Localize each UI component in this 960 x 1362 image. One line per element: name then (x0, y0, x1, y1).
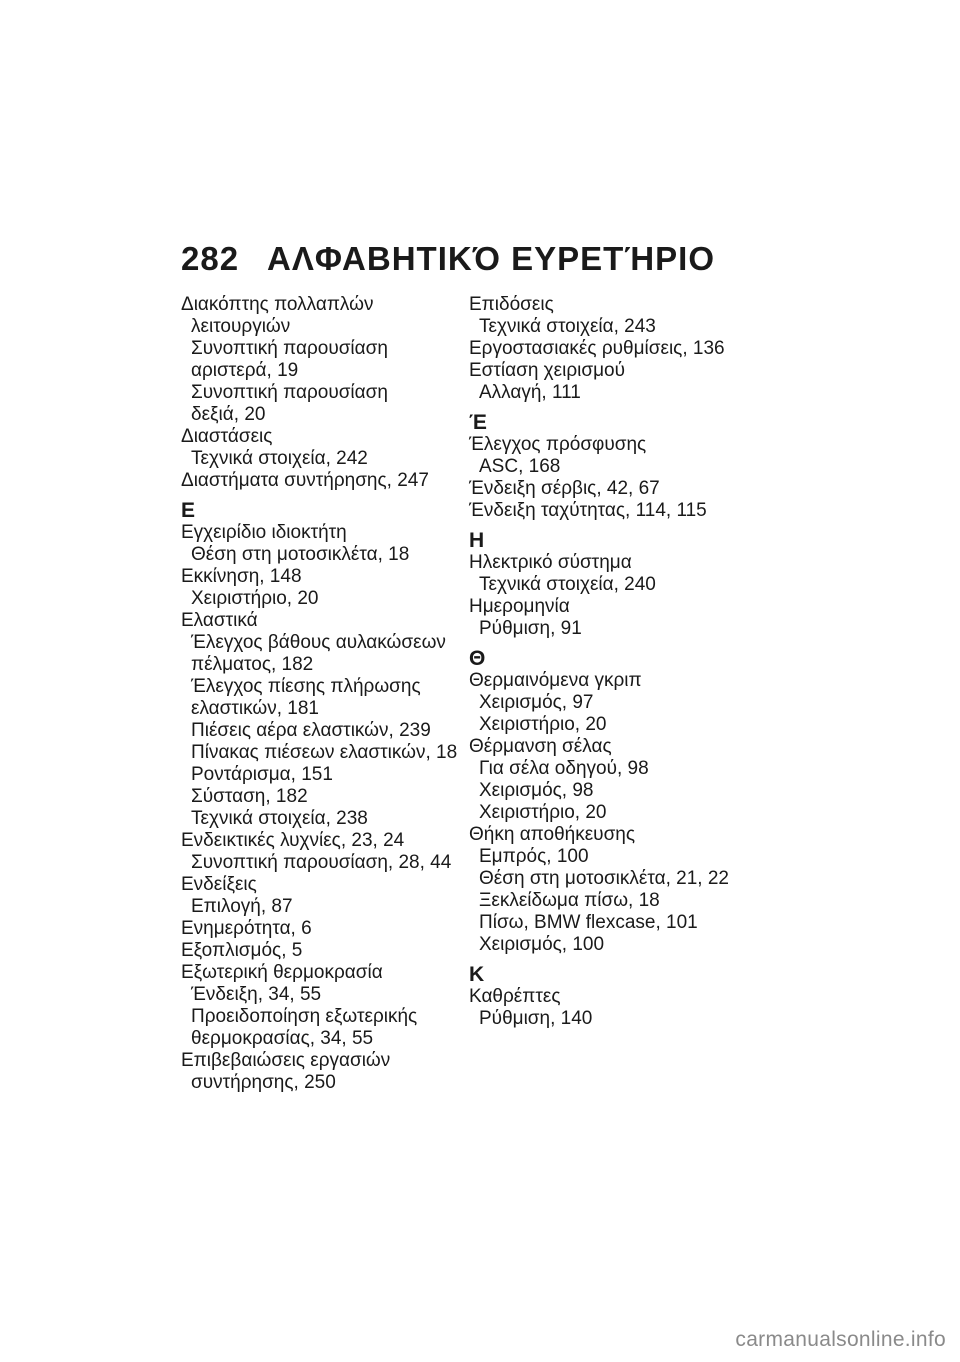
index-subentry: Χειριστήριο, 20 (191, 588, 319, 609)
index-subentry: Τεχνικά στοιχεία, 238 (191, 808, 368, 829)
index-subentry: Χειρισμός, 100 (479, 934, 605, 955)
index-subentry: Τεχνικά στοιχεία, 242 (191, 448, 368, 469)
index-subentry: θερμοκρασίας, 34, 55 (191, 1028, 374, 1049)
index-entry: Εκκίνηση, 148 (181, 566, 302, 587)
index-entry: Εξοπλισμός, 5 (181, 940, 303, 961)
index-subentry: Συνοπτική παρουσίαση, 28, 44 (191, 852, 452, 873)
index-subentry: Έλεγχος βάθους αυλακώσεων (191, 632, 446, 653)
index-subentry: Προειδοποίηση εξωτερικής (191, 1006, 418, 1027)
index-entry: Εργοστασιακές ρυθμίσεις, 136 (469, 338, 725, 359)
index-entry: Ενδεικτικές λυχνίες, 23, 24 (181, 830, 405, 851)
watermark-text[interactable]: carmanualsonline.info (735, 1328, 946, 1351)
index-column-left (181, 294, 481, 1094)
index-subentry: Χειριστήριο, 20 (479, 802, 607, 823)
index-subentry: Ξεκλείδωμα πίσω, 18 (479, 890, 660, 911)
index-subentry: Επιλογή, 87 (191, 896, 293, 917)
index-subentry: Χειρισμός, 97 (479, 692, 594, 713)
index-subentry: Για σέλα οδηγού, 98 (479, 758, 649, 779)
index-subentry: Θέση στη μοτοσικλέτα, 21, 22 (479, 868, 729, 889)
index-subentry: Πίσω, BMW flexcase, 101 (479, 912, 698, 933)
index-subentry: λειτουργιών (191, 316, 291, 337)
index-letter-heading: Η (469, 529, 485, 552)
page-title: ΑΛΦΑΒΗΤΙΚΌ ΕΥΡΕΤΉΡΙΟ (267, 240, 716, 277)
index-subentry: Έλεγχος πίεσης πλήρωσης (191, 676, 421, 697)
index-entry: Ημερομηνία (469, 596, 570, 617)
index-entry: Επιδόσεις (469, 294, 554, 315)
index-subentry: Ρύθμιση, 91 (479, 618, 582, 639)
index-column-right (469, 294, 769, 1030)
index-subentry: αριστερά, 19 (191, 360, 299, 381)
index-entry: Ελαστικά (181, 610, 258, 631)
index-subentry: Τεχνικά στοιχεία, 243 (479, 316, 656, 337)
index-entry: Ένδειξη σέρβις, 42, 67 (469, 478, 660, 499)
index-letter-heading: Ε (181, 499, 196, 522)
index-subentry: Συνοπτική παρουσίαση (191, 382, 388, 403)
index-entry: Ένδειξη ταχύτητας, 114, 115 (469, 500, 707, 521)
index-entry: Ηλεκτρικό σύστημα (469, 552, 632, 573)
index-subentry: δεξιά, 20 (191, 404, 266, 425)
index-subentry: Τεχνικά στοιχεία, 240 (479, 574, 656, 595)
index-letter-heading: Θ (469, 647, 486, 670)
index-entry: Θήκη αποθήκευσης (469, 824, 636, 845)
index-entry: Έλεγχος πρόσφυσης (469, 434, 647, 455)
index-subentry: Ροντάρισμα, 151 (191, 764, 333, 785)
index-entry: Διαστάσεις (181, 426, 273, 447)
index-subentry: ASC, 168 (479, 456, 561, 477)
index-subentry: Πίνακας πιέσεων ελαστικών, 18 (191, 742, 458, 763)
index-entry: Εξωτερική θερμοκρασία (181, 962, 383, 983)
index-letter-heading: Έ (469, 411, 487, 434)
index-subentry: Ρύθμιση, 140 (479, 1008, 593, 1029)
index-subentry: Θέση στη μοτοσικλέτα, 18 (191, 544, 410, 565)
index-entry: Εστίαση χειρισμού (469, 360, 626, 381)
index-entry: Διαστήματα συντήρησης, 247 (181, 470, 429, 491)
index-subentry: Πιέσεις αέρα ελαστικών, 239 (191, 720, 431, 741)
page-number: 282 (181, 240, 240, 277)
index-subentry: συντήρησης, 250 (191, 1072, 336, 1093)
index-letter-heading: Κ (469, 963, 485, 986)
index-subentry: Ένδειξη, 34, 55 (191, 984, 322, 1005)
index-entry: Ενδείξεις (181, 874, 257, 895)
index-entry: Ενημερότητα, 6 (181, 918, 312, 939)
index-entry: Καθρέπτες (469, 986, 561, 1007)
index-subentry: Σύσταση, 182 (191, 786, 308, 807)
index-entry: Θέρμανση σέλας (469, 736, 612, 757)
page-header (181, 240, 715, 278)
index-subentry: Αλλαγή, 111 (479, 382, 581, 403)
index-entry: Θερμαινόμενα γκριπ (469, 670, 642, 691)
index-entry: Εγχειρίδιο ιδιοκτήτη (181, 522, 347, 543)
index-entry: Επιβεβαιώσεις εργασιών (181, 1050, 391, 1071)
index-subentry: Χειριστήριο, 20 (479, 714, 607, 735)
index-entry: Διακόπτης πολλαπλών (181, 294, 374, 315)
index-subentry: Συνοπτική παρουσίαση (191, 338, 388, 359)
index-subentry: Χειρισμός, 98 (479, 780, 594, 801)
index-subentry: Εμπρός, 100 (479, 846, 589, 867)
index-subentry: ελαστικών, 181 (191, 698, 319, 719)
index-subentry: πέλματος, 182 (191, 654, 314, 675)
